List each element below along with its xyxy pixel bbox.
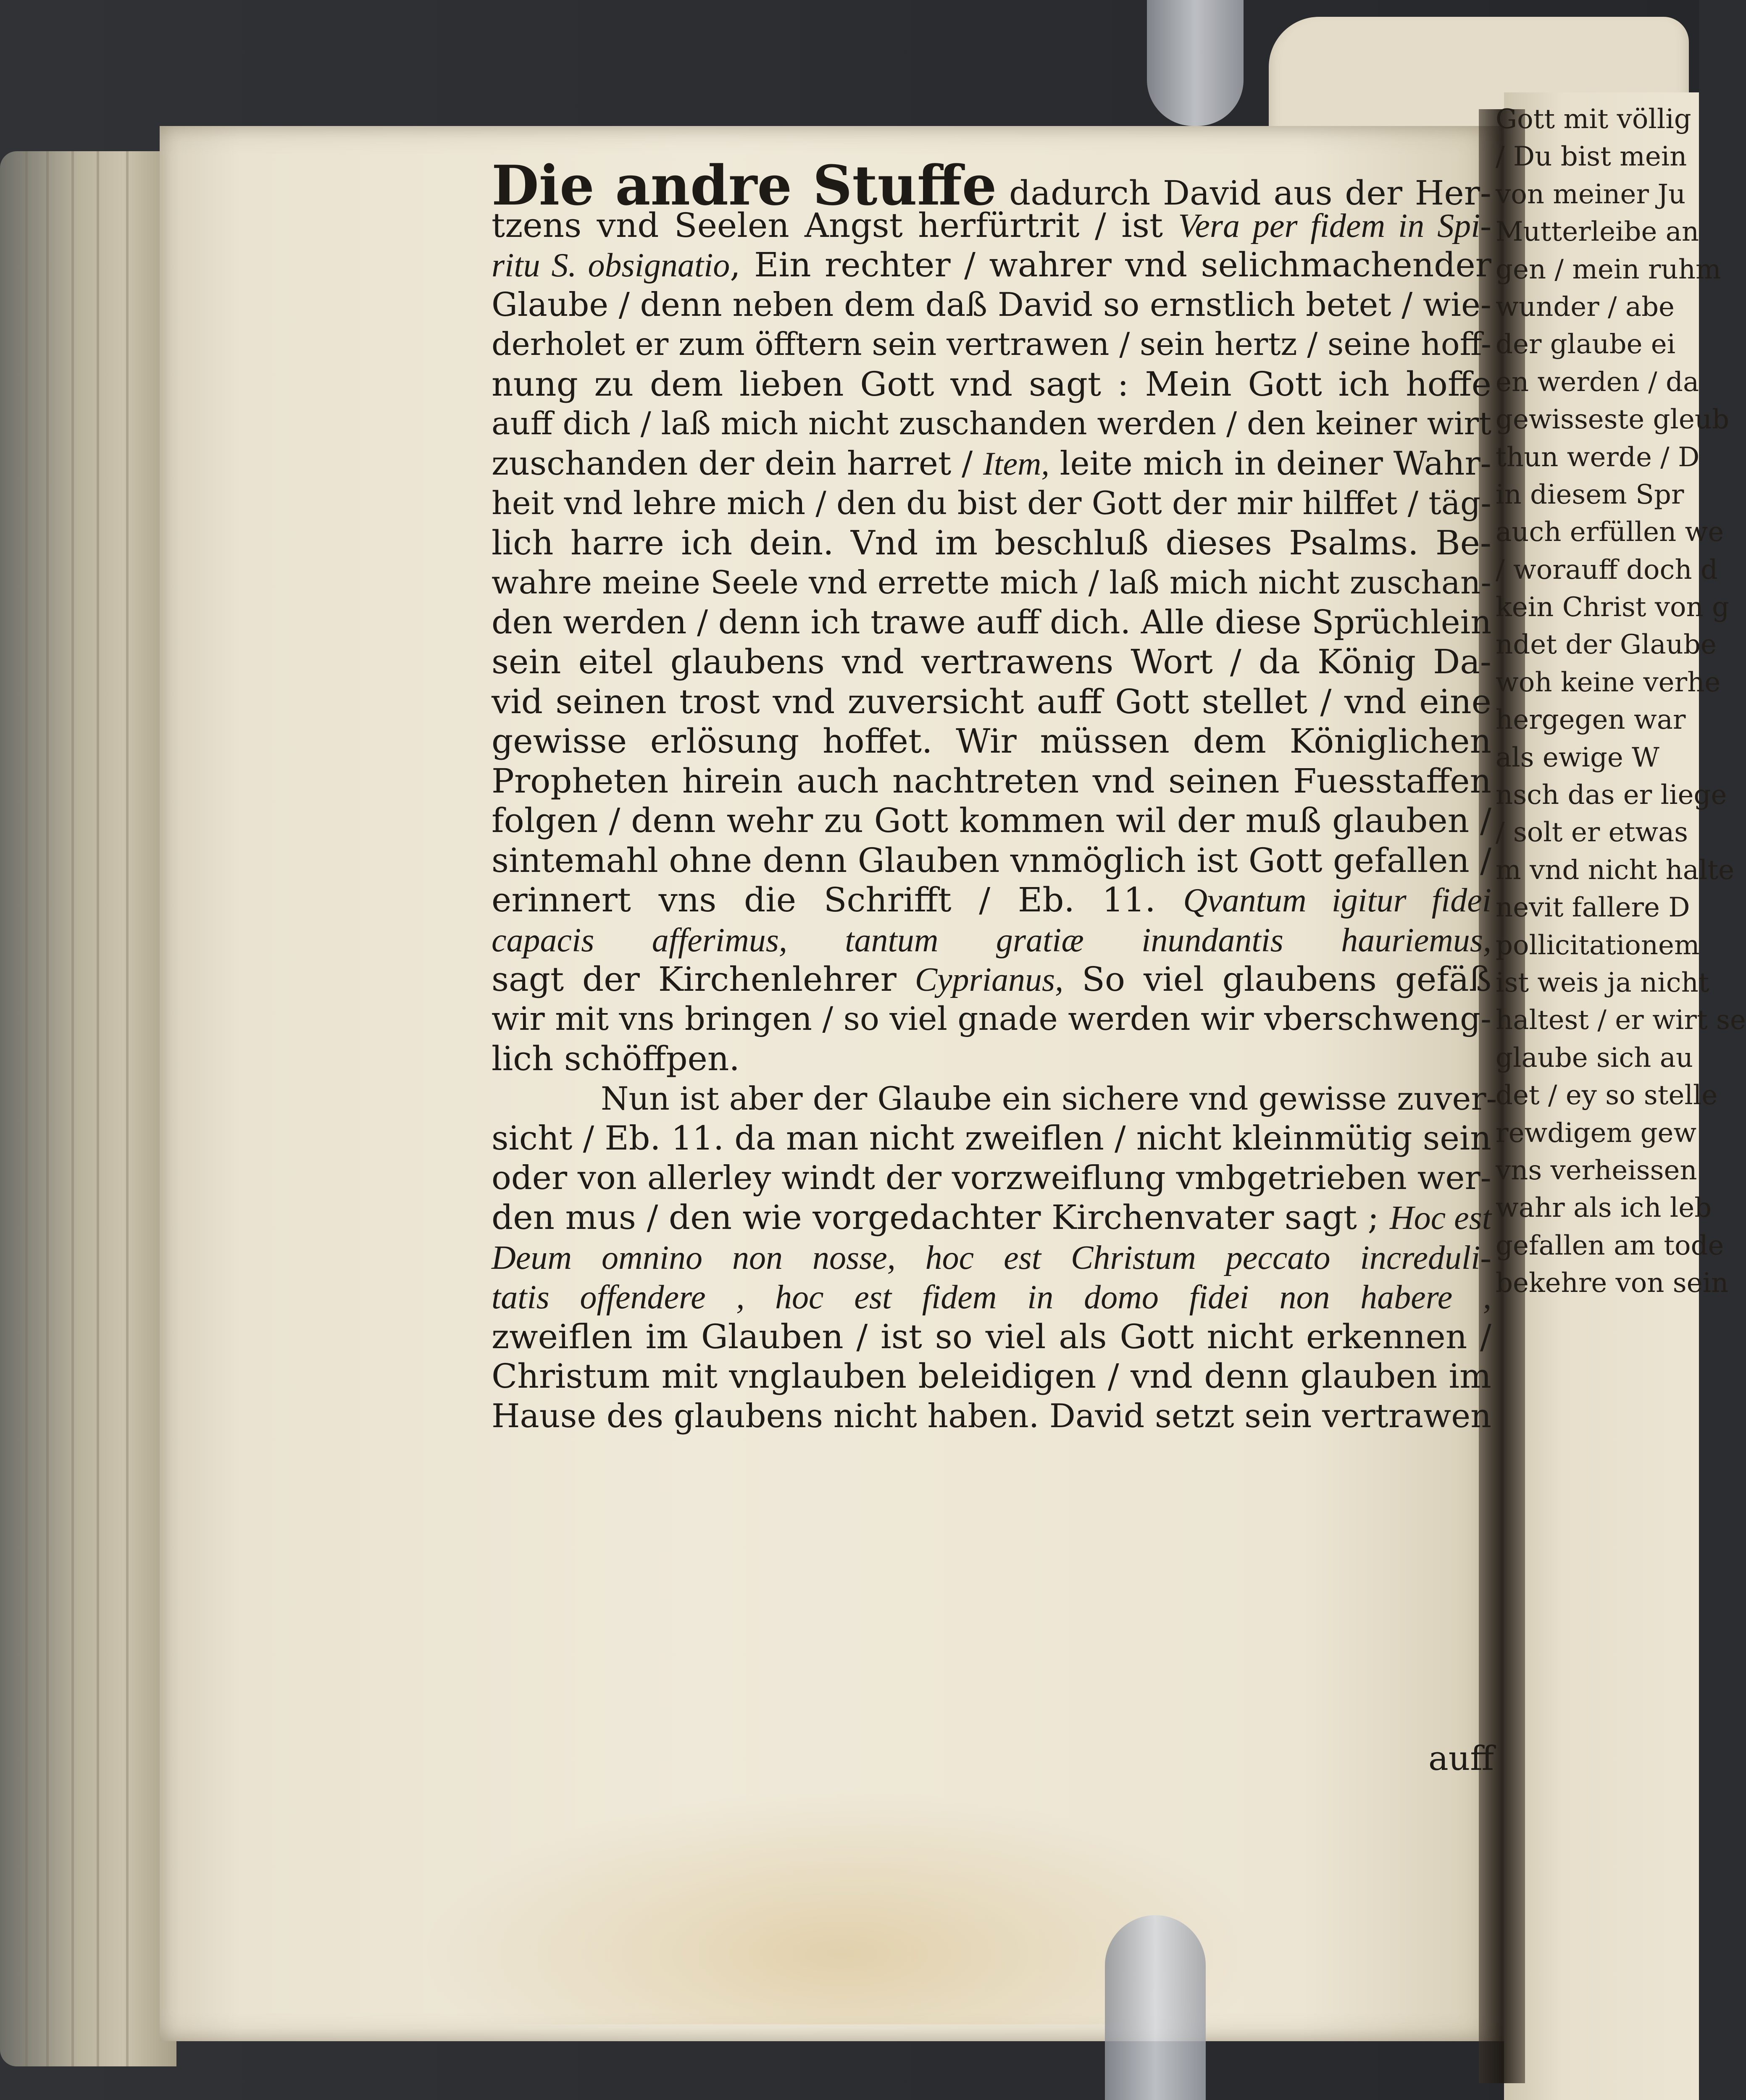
latin-italic-text: Deum omnino non nosse, hoc est Christum peccato increduli-: [492, 1239, 1491, 1276]
fraktur-text: lich schöffpen.: [492, 1039, 740, 1078]
text-line: [492, 1158, 1491, 1198]
text-line: [492, 404, 1491, 444]
fraktur-text: tzens vnd Seelen Angst herfürtrit / ist: [492, 205, 1178, 245]
latin-italic-text: Item,: [983, 445, 1049, 482]
fraktur-text: oder von allerley windt der vorzweiflung vmbgetrieben wer-: [492, 1159, 1491, 1197]
facing-page-line: nevit fallere D: [1496, 892, 1690, 924]
facing-page-line: von meiner Ju: [1496, 178, 1686, 210]
facing-page-line: thun werde / D: [1496, 441, 1700, 473]
fraktur-text: zuschanden der dein harret /: [492, 444, 983, 483]
fraktur-text: Glaube / denn neben dem daß David so ernstlich betet / wie-: [492, 286, 1491, 324]
text-line: [492, 1396, 1491, 1436]
fraktur-text: Propheten hirein auch nachtreten vnd seinen Fuesstaffen: [492, 761, 1491, 801]
facing-page-line: nsch das er liege: [1496, 780, 1727, 811]
facing-page-line: haltest / er wirt se: [1496, 1005, 1746, 1036]
facing-page-line: pollicitationem: [1496, 929, 1700, 961]
fraktur-text: leite mich in deiner Wahr-: [1049, 444, 1491, 483]
latin-italic-text: Hoc est: [1389, 1200, 1492, 1236]
fraktur-text: vid seinen trost vnd zuversicht auff Gott stellet / vnd eine: [492, 682, 1491, 721]
text-line: [492, 603, 1491, 643]
latin-italic-text: Vera per fidem in Spi-: [1178, 207, 1492, 244]
fraktur-text: sein eitel glaubens vnd vertrawens Wort / da König Da-: [492, 642, 1491, 681]
text-line: [492, 1357, 1491, 1396]
facing-page-line: gefallen am tode: [1496, 1230, 1724, 1261]
text-line: [492, 285, 1491, 325]
facing-page-line: hergegen war: [1496, 704, 1686, 736]
facing-page-line: als ewige W: [1496, 742, 1659, 773]
facing-page-line: wunder / abe: [1496, 291, 1675, 323]
text-line: [492, 1277, 1491, 1317]
text-line: [492, 483, 1491, 523]
facing-page-text: [1496, 101, 1746, 1949]
facing-page-line: rewdigem gew: [1496, 1117, 1697, 1149]
fraktur-text: den mus / den wie vorgedachter Kirchenvater sagt ;: [492, 1198, 1390, 1237]
facing-page-line: en werden / da: [1496, 366, 1699, 398]
fraktur-text: derholet er zum öfftern sein vertrawen / sein hertz / seine hoff-: [492, 326, 1491, 362]
fraktur-text: heit vnd lehre mich / den du bist der Gott der mir hilffet / täg-: [492, 485, 1491, 522]
latin-italic-text: capacis afferimus, tantum gratiæ inundantis hauriemus,: [492, 921, 1491, 959]
facing-page-line: in diesem Spr: [1496, 479, 1684, 510]
fraktur-text: lich harre ich dein. Vnd im beschluß dieses Psalms. Be-: [492, 523, 1491, 562]
text-line: [492, 841, 1491, 881]
text-line: [492, 1238, 1491, 1278]
facing-page-line: / Du bist mein: [1496, 141, 1687, 173]
text-line: [492, 1039, 1491, 1079]
text-line: [492, 722, 1491, 761]
text-line: [492, 444, 1491, 484]
heading-lead: Die andre Stuffe: [492, 153, 997, 218]
latin-italic-text: Qvantum igitur fidei: [1183, 882, 1491, 919]
fraktur-text: Christum mit vnglauben beleidigen / vnd denn glauben im: [492, 1357, 1491, 1396]
facing-page-line: m vnd nicht halte: [1496, 854, 1734, 886]
facing-page-line: gen / mein ruhm: [1496, 254, 1721, 285]
text-line: [492, 642, 1491, 682]
text-line: [492, 206, 1491, 246]
text-line: [492, 523, 1491, 563]
facing-page-line: det / ey so stelle: [1496, 1080, 1718, 1111]
fraktur-text: sicht / Eb. 11. da man nicht zweiflen / nicht kleinmütig sein: [492, 1119, 1491, 1158]
facing-page-line: / worauff doch d: [1496, 554, 1718, 585]
facing-page-line: der glaube ei: [1496, 329, 1676, 360]
text-line: [492, 801, 1491, 841]
text-line: [492, 245, 1491, 285]
fraktur-text: Nun ist aber der Glaube ein sichere vnd gewisse zuver-: [601, 1080, 1497, 1117]
facing-page-line: wahr als ich leb: [1496, 1192, 1712, 1224]
fraktur-text: den werden / denn ich trawe auff dich. Alle diese Sprüchlein: [492, 603, 1492, 641]
fraktur-text: zweiflen im Glauben / ist so viel als Gott nicht erkennen /: [492, 1317, 1491, 1356]
fraktur-text: Hause des glaubens nicht haben. David setzt sein vertrawen: [492, 1397, 1492, 1435]
text-line: [492, 920, 1491, 960]
text-line: [492, 1317, 1491, 1357]
latin-italic-text: Cyprianus,: [915, 961, 1064, 998]
fraktur-text: sintemahl ohne denn Glauben vnmöglich ist Gott gefallen /: [492, 840, 1491, 880]
heading-rest: dadurch David aus der Her-: [997, 173, 1492, 213]
text-line: [492, 365, 1491, 404]
fraktur-text: , Ein rechter / wahrer vnd selichmachender: [730, 245, 1491, 284]
fraktur-text: nung zu dem lieben Gott vnd sagt : Mein Gott ich hoffe: [492, 364, 1491, 404]
fraktur-text: gewisse erlösung hoffet. Wir müssen dem Königlichen: [492, 722, 1491, 761]
facing-page-line: kein Christ von g: [1496, 592, 1730, 623]
fraktur-text: folgen / denn wehr zu Gott kommen wil der muß glauben /: [492, 801, 1491, 840]
text-line: [492, 960, 1491, 1000]
text-line: [492, 1118, 1491, 1158]
page-text-block: [492, 153, 1497, 1436]
fraktur-text: erinnert vns die Schrifft / Eb. 11.: [492, 880, 1183, 919]
book-clip-top: [1147, 0, 1244, 126]
latin-italic-text: ritu S. obsignatio: [492, 247, 730, 284]
fraktur-text: wahre meine Seele vnd errette mich / laß mich nicht zuschan-: [492, 564, 1491, 601]
fraktur-text: auff dich / laß mich nicht zuschanden werden / den keiner wirt: [492, 405, 1492, 442]
fraktur-text: wir mit vns bringen / so viel gnade werden wir vberschweng-: [492, 1000, 1491, 1038]
facing-page-line: auch erfüllen we: [1496, 517, 1724, 548]
facing-page-line: Mutterleibe an: [1496, 216, 1699, 248]
latin-italic-text: tatis offendere , hoc est fidem in domo fidei non habere ,: [492, 1279, 1491, 1316]
text-line: [492, 153, 1492, 218]
fraktur-text: sagt der Kirchenlehrer: [492, 960, 915, 999]
text-line: [492, 880, 1491, 920]
book-block-left-edge: [0, 151, 176, 2066]
facing-page-line: gewisseste gleub: [1496, 404, 1729, 436]
fraktur-text: So viel glaubens gefäß: [1063, 960, 1492, 999]
facing-page-line: ist weis ja nicht: [1496, 967, 1709, 998]
facing-page-line: woh keine verhe: [1496, 667, 1721, 698]
text-line: [492, 761, 1491, 801]
text-line: [492, 1079, 1497, 1119]
text-line: [492, 1000, 1491, 1040]
text-line: [492, 682, 1491, 722]
catchword: auff: [1428, 1739, 1494, 1778]
facing-page-line: glaube sich au: [1496, 1042, 1693, 1074]
facing-page-line: ndet der Glaube: [1496, 629, 1717, 661]
facing-page-line: bekehre von sein: [1496, 1268, 1729, 1299]
text-line: [492, 563, 1491, 603]
text-line: [492, 325, 1491, 365]
facing-page-line: vns verheissen: [1496, 1155, 1697, 1186]
text-line: [492, 1198, 1491, 1238]
facing-page-line: / solt er etwas: [1496, 817, 1688, 848]
facing-page-line: Gott mit völlig: [1496, 104, 1691, 135]
book-clip-bottom: [1105, 1915, 1206, 2100]
